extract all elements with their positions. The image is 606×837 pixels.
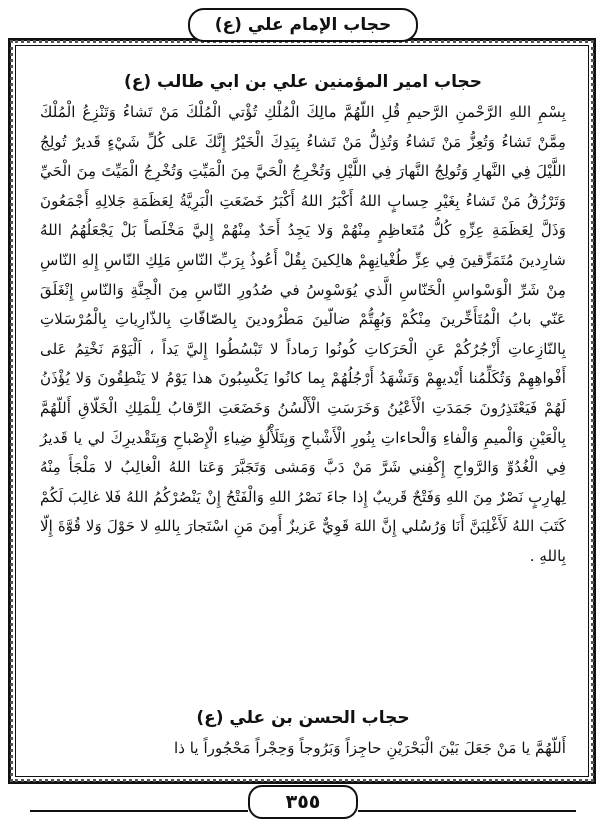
section-title: حجاب الحسن بن علي (ع) <box>196 708 410 728</box>
prayer-text: أَللّهُمَّ يا مَنْ جَعَلَ بَيْنَ الْبَحْرَيْنِ حاجِزاً وَبَرُوجاً وَحِجْراً مَحْجُوراً يا ذا <box>173 739 566 757</box>
page-number: ٣٥٥ <box>285 791 321 813</box>
footer-rule-right <box>358 810 576 812</box>
footer-rule-left <box>30 810 248 812</box>
section-amir-al-muminin <box>40 72 566 572</box>
section-hasan <box>40 708 566 764</box>
running-header-title: حجاب الإمام علي (ع) <box>214 15 392 35</box>
running-header <box>188 8 418 42</box>
page-number-badge <box>248 785 358 819</box>
prayer-text: بِسْمِ اللهِ الرَّحْمنِ الرَّحيمِ قُلِ اللّهُمَّ مالِكَ الْمُلْكِ تُؤْتي الْمُلْكَ مَنْ تَشاءُ وَتَنْزِعُ الْمُلْكَ مِمَّنْ تَشاءُ وَتُعِزُّ مَنْ تَشاءُ وَتُذِلُّ مَنْ تَشاءُ بِيَدِكَ الْخَيْرُ إِنَّكَ عَلى كُلِّ شَيْءٍ قَديرٌ تُولِجُ اللَّيْلَ فِي النَّهارِ وَتُولِجُ النَّهارَ فِي اللَّيْلِ وَتُخْرِجُ الْحَيَّ مِنَ الْمَيِّتِ وَتُخْرِجُ الْمَيِّتَ مِنَ الْحَيِّ وَتَرْزُقُ مَنْ تَشاءُ بِغَيْرِ حِسابٍ اللهُ أَكْبَرُ اللهُ أَكْبَرُ خَضَعَتِ الْبَرِيَّةُ لِعَظَمَةِ جَلالِهِ أَجْمَعُونَ وَذَلَّ لِعَظَمَةِ عِزِّهِ كُلُّ مُتَعاظِمٍ مِنْهُمْ وَلا يَجِدُ أَحَدٌ مِنْهُمْ إِليَّ مَخْلَصاً بَلْ يَجْعَلُهُمُ اللهُ شارِدينَ مُتَمَزِّقينَ فِي عِزِّ طُغْيانِهِمْ هالِكينَ بِقُلْ أَعُوذُ بِرَبِّ النّاسِ مَلِكِ النّاسِ إِلهِ النّاسِ مِنْ شَرِّ الْوَسْواسِ الْخَنّاسِ الَّذي يُوَسْوِسُ في صُدُورِ النّاسِ مِنَ الْجِنَّةِ وَالنّاسِ إِنْغَلَقَ عَنّي بابُ الْمُتَأَخِّرينَ مِنْكُمْ وَبُهِتُّمْ ضالّينَ مَطْرُودينَ بِالصّافّاتِ بِالذّارِياتِ بِالْمُرْسَلاتِ بِالنّازِعاتِ أَزْجُرُكُمْ عَنِ الْحَرَكاتِ كُونُوا رَماداً لا تَبْسُطُوا إِليَّ يَداً ، اَلْيَوْمَ نَخْتِمُ عَلى أَفْواهِهِمْ وَتُكَلِّمُنا أَيْديهِمْ وَتَشْهَدُ أَرْجُلُهُمْ بِما كانُوا يَكْسِبُونَ هذا يَوْمُ لا يَنْطِقُونَ وَلا يُؤْذَنُ لَهُمْ فَيَعْتَذِرُونَ جَمَدَتِ الْأَعْيُنُ وَخَرَسَتِ الْأَلْسُنُ وَخَضَعَتِ الرِّقابُ لِلْمَلِكِ الْخَلّاقِ أَللّهُمَّ بِالْعَيْنِ وَالْميمِ وَالْفاءِ وَالْحاءاتِ بِنُورِ الْأَشْباحِ وَبِتَلَأْلُؤِ ضِياءِ الْإِصْباحِ وَبِتَقْديرِكَ لي يا قَديرُ فِي الْغُدُوِّ وَالرَّواحِ إِكْفِني شَرَّ مَنْ دَبَّ وَمَشى وَتَجَبَّرَ وَعَتا اللهُ الْغالِبُ لا مَلْجَأَ مِنْهُ لِهارِبٍ نَصْرٌ مِنَ اللهِ وَفَتْحٌ قَريبٌ إِذا جاءَ نَصْرُ اللهِ وَالْفَتْحُ إِنْ يَنْصُرْكُمُ اللهُ فَلا غالِبَ لَكُمْ كَتَبَ اللهُ لَأَغْلِبَنَّ أَنَا وَرُسُلي إِنَّ اللهَ قَوِيٌّ عَزيزٌ أَمِنَ مَنِ اسْتَجارَ بِاللهِ لا حَوْلَ وَلا قُوَّةَ إِلّا بِاللهِ . <box>40 103 566 565</box>
section-title: حجاب امير المؤمنين علي بن ابي طالب (ع) <box>123 72 482 92</box>
